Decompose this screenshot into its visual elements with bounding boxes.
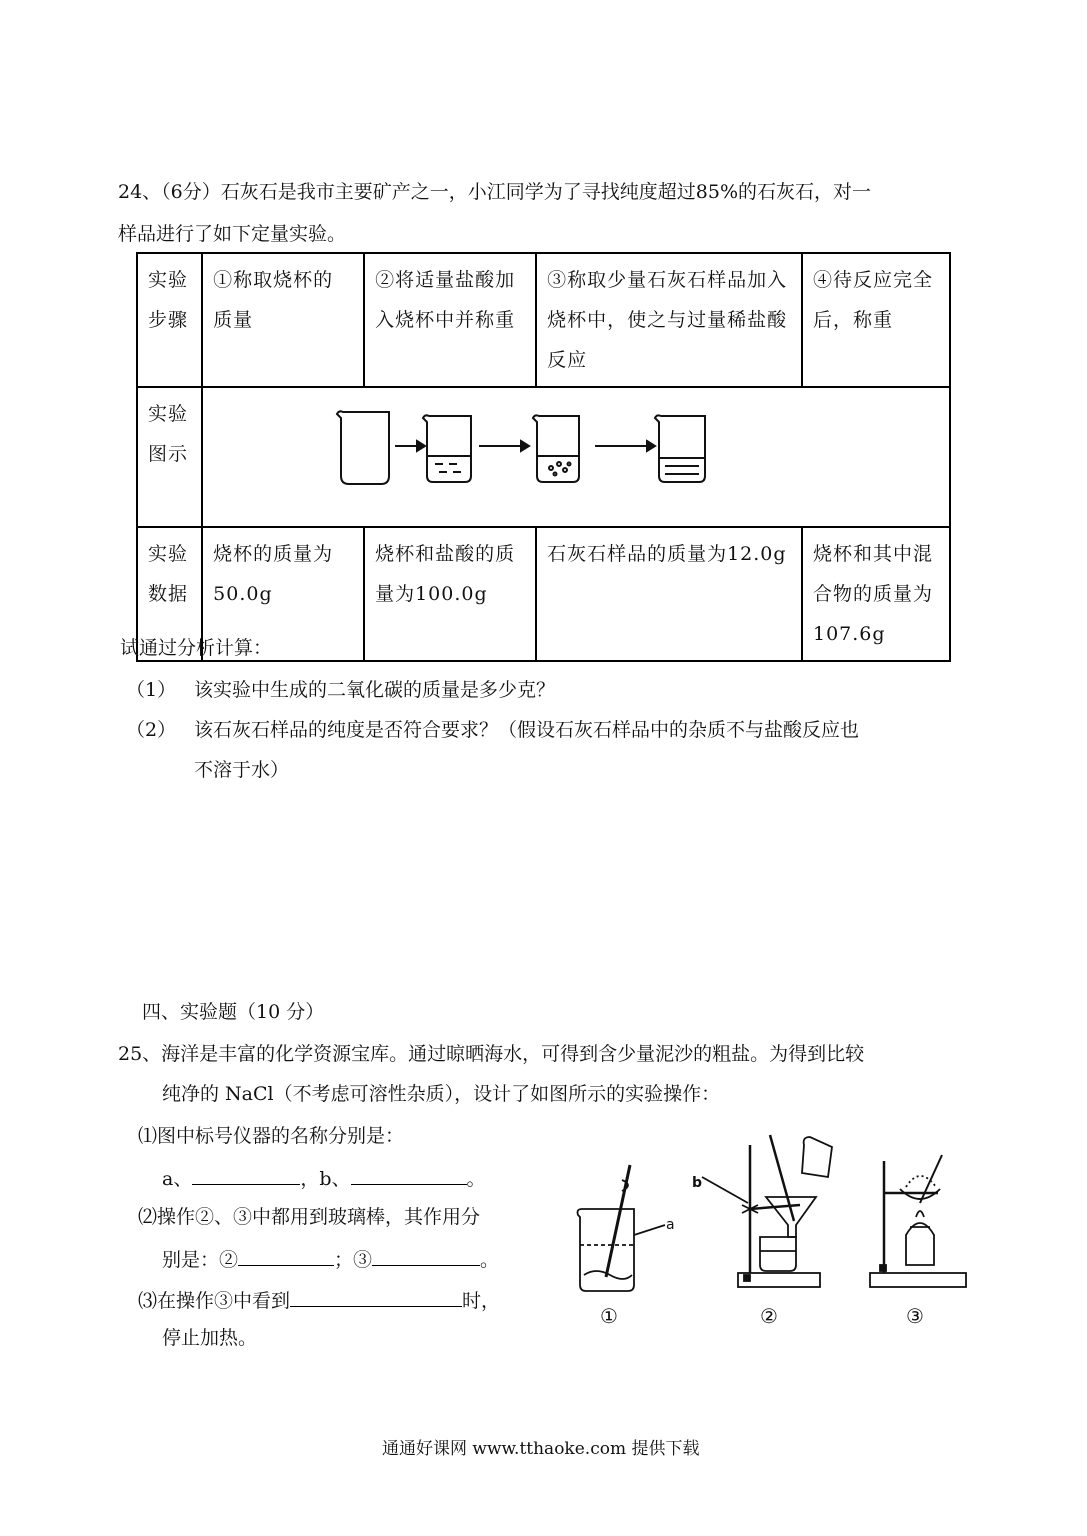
operation-2-number: ② xyxy=(760,1304,778,1328)
q25-line2: 纯净的 NaCl（不考虑可溶性杂质），设计了如图所示的实验操作： xyxy=(162,1083,721,1105)
operation-1-number: ① xyxy=(600,1304,618,1328)
q25-part2-line2 xyxy=(162,1245,499,1273)
q25-part3-line1 xyxy=(138,1286,500,1314)
filtration-setup-icon xyxy=(702,1135,832,1287)
part3-label: ⑶在操作③中看到 xyxy=(138,1290,291,1312)
data-2: 烧杯和盐酸的质量为100.0g xyxy=(364,527,536,661)
figure-header: 实验图示 xyxy=(137,387,202,527)
q25-line1: 25、海洋是丰富的化学资源宝库。通过晾晒海水，可得到含少量泥沙的粗盐。为得到比较 xyxy=(118,1043,865,1065)
arrow-icon xyxy=(479,441,529,451)
q24-intro-line1: 24、（6分）石灰石是我市主要矿产之一，小江同学为了寻找纯度超过85%的石灰石，对一 xyxy=(118,181,871,203)
part2-end-punct: 。 xyxy=(480,1249,500,1271)
step-4: ④待反应完全后，称重 xyxy=(802,253,950,387)
step-1: ①称取烧杯的质量 xyxy=(202,253,364,387)
q24-sub2-number: （2） xyxy=(126,719,177,741)
arrow-icon xyxy=(595,441,655,451)
label-b: b xyxy=(692,1175,703,1191)
evaporation-setup-icon xyxy=(870,1155,966,1287)
beaker-sequence-cell xyxy=(202,387,950,527)
q24-prompt: 试通过分析计算： xyxy=(120,637,273,659)
section-title: 四、实验题（10 分） xyxy=(142,1001,325,1023)
q25-part1-blanks xyxy=(162,1164,486,1192)
q25-part2-line1: ⑵操作②、③中都用到玻璃棒，其作用分 xyxy=(138,1206,481,1228)
q24-sub2-text-line2: 不溶于水） xyxy=(194,759,290,781)
data-header: 实验数据 xyxy=(137,527,202,661)
data-4: 烧杯和其中混合物的质量为107.6g xyxy=(802,527,950,661)
label-a: a xyxy=(666,1217,675,1233)
answer-blank-2[interactable] xyxy=(238,1245,334,1266)
dissolving-beaker-icon xyxy=(578,1165,666,1291)
page-footer: 通通好课网 www.tthaoke.com 提供下载 xyxy=(382,1439,700,1459)
arrow-icon xyxy=(395,441,425,451)
answer-blank-a[interactable] xyxy=(192,1164,300,1185)
experiment-table xyxy=(136,252,951,662)
table-row-figure xyxy=(137,387,950,527)
steps-header: 实验步骤 xyxy=(137,253,202,387)
empty-beaker-icon xyxy=(337,411,389,484)
part1-end-punct: 。 xyxy=(466,1168,486,1190)
finished-beaker-icon xyxy=(655,415,705,482)
reacting-beaker-icon xyxy=(533,415,579,482)
data-1: 烧杯的质量为50.0g xyxy=(202,527,364,661)
answer-blank-part3[interactable] xyxy=(290,1286,462,1307)
acid-beaker-icon xyxy=(423,415,471,482)
beaker-sequence-diagram xyxy=(203,388,947,512)
blank-a-label: a、 xyxy=(162,1168,193,1190)
part2-label-3: ；③ xyxy=(334,1249,373,1271)
q25-part1: ⑴图中标号仪器的名称分别是： xyxy=(138,1125,405,1147)
operation-3-number: ③ xyxy=(906,1304,924,1328)
q24-sub2-text-line1: 该石灰石样品的纯度是否符合要求？（假设石灰石样品中的杂质不与盐酸反应也 xyxy=(194,719,860,741)
part3-label-end: 时， xyxy=(462,1290,501,1312)
lab-apparatus-figure xyxy=(570,1125,980,1335)
answer-blank-3[interactable] xyxy=(372,1245,480,1266)
step-3: ③称取少量石灰石样品加入烧杯中，使之与过量稀盐酸反应 xyxy=(536,253,802,387)
part2-label-2: 别是：② xyxy=(162,1249,239,1271)
blank-b-label: ，b、 xyxy=(300,1168,351,1190)
q24-sub1-text: 该实验中生成的二氧化碳的质量是多少克？ xyxy=(194,679,556,701)
q25-part3-line2: 停止加热。 xyxy=(162,1327,258,1349)
data-3: 石灰石样品的质量为12.0g xyxy=(536,527,802,661)
answer-blank-b[interactable] xyxy=(351,1164,467,1185)
q24-sub1-number: （1） xyxy=(126,679,177,701)
q24-intro-line2: 样品进行了如下定量实验。 xyxy=(118,223,347,245)
step-2: ②将适量盐酸加入烧杯中并称重 xyxy=(364,253,536,387)
table-row-steps xyxy=(137,253,950,387)
